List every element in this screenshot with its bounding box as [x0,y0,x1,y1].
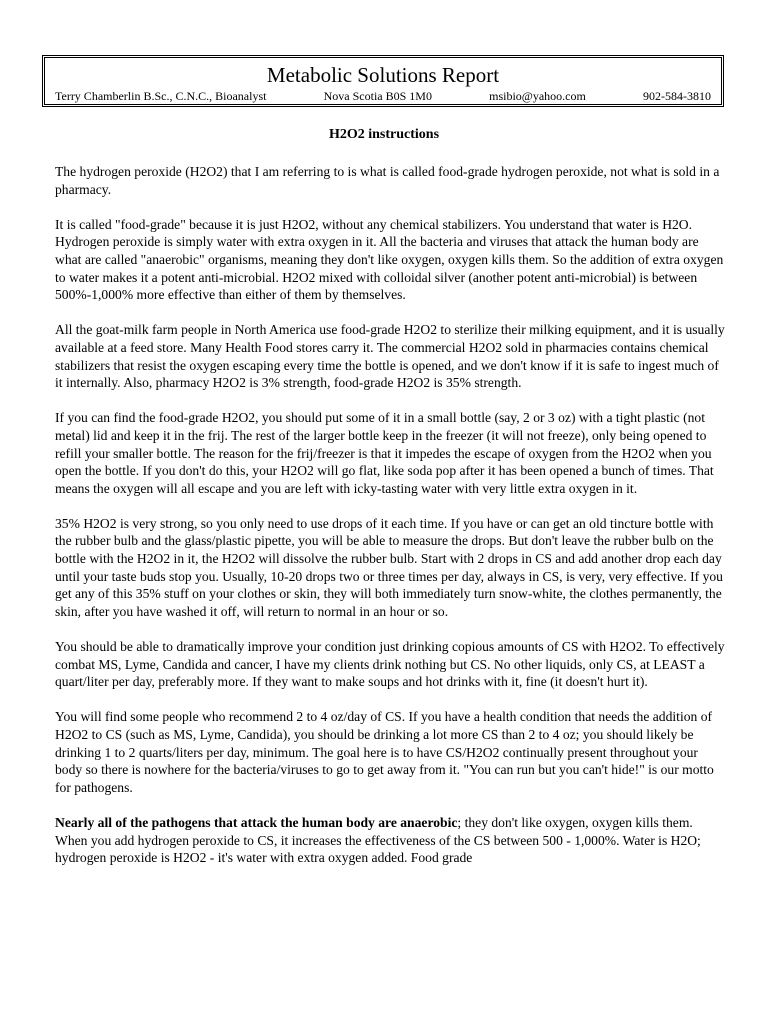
paragraph-8 [55,814,727,867]
email: msibio@yahoo.com [489,89,586,103]
paragraph-8-text: ; they don't like oxygen, oxygen kills them. When you add hydrogen peroxide to CS, it increases the effectiveness of the CS between 500 - 1,000%. Water is H2O; hydrogen peroxide is H2O2 - it's water with extra oxygen added. Food grade [55,814,701,866]
paragraph-7: You will find some people who recommend 2 to 4 oz/day of CS. If you have a health condition that needs the addition of H2O2 to CS (such as MS, Lyme, Candida), you should be drinking a lot more CS than 2 to 4 oz; you should likely be drinking 1 to 2 quarts/liters per day, minimum. The goal here is to have CS/H2O2 continually present throughout your body so there is nowhere for the bacteria/viruses to go to get away from it. "You can run but you can't hide!" is our motto for pathogens. [55,709,714,795]
paragraph-4: If you can find the food-grade H2O2, you should put some of it in a small bottle (say, 2 or 3 oz) with a tight plastic (not metal) lid and keep it in the frij. The rest of the larger bottle keep in the freezer (it will not freeze), only being opened to refill your smaller bottle. The reason for the frij/freezer is that it impedes the escape of oxygen from the H2O2 when you open the bottle. If you don't do this, your H2O2 will go flat, like soda pop after it has been opened a bunch of times. That means the oxygen will all escape and you are left with icky-tasting water with very little extra oxygen in it. [55,410,714,496]
paragraph-6: You should be able to dramatically improve your condition just drinking copious amounts of CS with H2O2. To effectively combat MS, Lyme, Candida and cancer, I have my clients drink nothing but CS. No other liquids, only CS, at LEAST a quart/liter per day, preferably more. If they want to make soups and hot drinks with it, fine (it doesn't hurt it). [55,639,725,690]
report-header [42,55,724,107]
paragraph-1: The hydrogen peroxide (H2O2) that I am referring to is what is called food-grade hydrogen peroxide, not what is sold in a pharmacy. [55,164,720,197]
report-title: Metabolic Solutions Report [266,63,500,87]
phone-number: 902-584-3810 [642,89,711,103]
location: Nova Scotia B0S 1M0 [323,89,432,103]
document-body [55,163,727,884]
paragraph-2: It is called "food-grade" because it is just H2O2, without any chemical stabilizers. You understand that water is H2O. Hydrogen peroxide is simply water with extra oxygen in it. All the bacteria and viruses that attack the human body are what are called "anaerobic" organisms, meaning they don't like oxygen, oxygen kills them. So the addition of extra oxygen to water makes it a potent anti-microbial. H2O2 mixed with colloidal silver (another potent anti-microbial) is between 500%-1,000% more effective than either of them by themselves. [55,216,724,303]
author-credentials: Terry Chamberlin B.Sc., C.N.C., Bioanalyst [55,89,267,103]
document-heading: H2O2 instructions [328,127,440,142]
paragraph-3: All the goat-milk farm people in North America use food-grade H2O2 to sterilize their milking equipment, and it is usually available at a feed store. Many Health Food stores carry it. The commercial H2O2 sold in pharmacies contains chemical stabilizers that resist the oxygen escaping every time the bottle is opened, and we don't know if it is safe to ingest much of it internally. Also, pharmacy H2O2 is 3% strength, food-grade H2O2 is 35% strength. [55,322,725,391]
paragraph-5: 35% H2O2 is very strong, so you only need to use drops of it each time. If you have or can get an old tincture bottle with the rubber bulb and the glass/plastic pipette, you will be able to measure the drops. But don't leave the rubber bulb on the bottle with the H2O2 in it, the H2O2 will dissolve the rubber bulb. Start with 2 drops in CS and add another drop each day until your taste buds stop you. Usually, 10-20 drops two or three times per day, always in CS, is very, very effective. If you get any of this 35% stuff on your clothes or skin, they will both immediately turn snow-white, the clothes permanently, the skin, after you have washed it off, will return to normal in an hour or so. [55,515,723,619]
header-contact-line [55,89,711,103]
paragraph-8-bold-lead: Nearly all of the pathogens that attack the human body are anaerobic [55,814,458,830]
